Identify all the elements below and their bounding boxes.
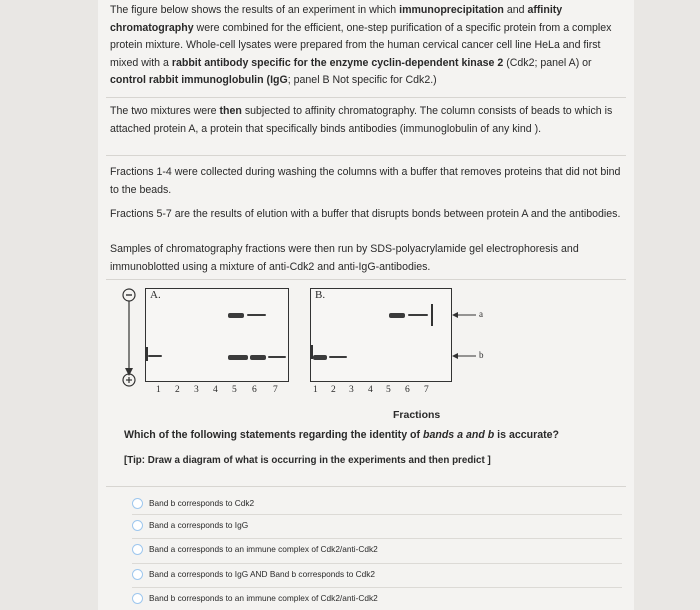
gel-panel-a — [145, 288, 289, 382]
gel-figure — [120, 284, 500, 424]
lane-number: 7 — [424, 385, 429, 395]
lane-number: 6 — [252, 385, 257, 395]
option-divider — [132, 538, 622, 539]
divider — [106, 486, 626, 487]
panel-a-lane1-mark — [148, 355, 162, 357]
answer-option-3[interactable] — [132, 538, 622, 560]
radio-button[interactable] — [132, 569, 143, 580]
panel-b-side-tick — [311, 345, 313, 359]
lane-number: 1 — [156, 385, 161, 395]
option-label: Band a corresponds to IgG — [149, 520, 249, 530]
panel-a-band-a-lane5 — [228, 313, 244, 318]
divider — [106, 97, 626, 98]
text-span: Which of the following statements regarding the identity of — [124, 429, 423, 441]
answer-option-5[interactable] — [132, 587, 622, 609]
fractions-axis-label: Fractions — [393, 409, 441, 421]
band-pointer-arrows — [450, 304, 500, 384]
option-divider — [132, 563, 622, 564]
chromatography-paragraph — [110, 103, 622, 138]
question-emphasis: bands a and b — [422, 429, 495, 441]
panel-a-band-b-lane7 — [268, 356, 286, 358]
lane-number: 4 — [213, 385, 218, 395]
divider — [106, 279, 626, 280]
panel-a-label: A. — [150, 289, 161, 301]
bold-term-then: then — [219, 105, 242, 117]
fractions-wash-paragraph: Fractions 1-4 were collected during washing the columns with a buffer that removes proteins that did not bind to the beads. — [110, 166, 621, 196]
text-span: (Cdk2; panel A) or — [503, 56, 592, 69]
answer-option-1[interactable] — [132, 492, 622, 514]
text-span: subjected to affinity chromatography. The column consists of beads to which is attached protein A, a protein that specifically binds antibodies (immunoglobulin of any kind ). — [110, 105, 613, 135]
text-span: is accurate? — [494, 429, 559, 441]
text-span: The figure below shows the results of an experiment in which — [110, 4, 400, 16]
sds-page-paragraph: Samples of chromatography fractions were then run by SDS-polyacrylamide gel electrophoresis and immunoblotted using a mixture of anti-Cdk2 and anti-IgG-antibodies. — [110, 243, 579, 273]
band-a-label: a — [479, 309, 483, 319]
lane-number: 2 — [175, 385, 180, 395]
bold-term-rabbit-antibody: rabbit antibody specific for the enzyme cyclin-dependent kinase 2 — [171, 56, 504, 69]
lane-number: 2 — [331, 385, 336, 395]
panel-b-band-a-lane5 — [389, 313, 405, 318]
answer-option-2[interactable] — [132, 514, 622, 536]
question-page — [98, 0, 634, 610]
panel-a-band-b-lane5 — [228, 355, 248, 360]
panel-a-side-tick — [146, 347, 148, 361]
radio-button[interactable] — [132, 498, 143, 509]
answer-option-4[interactable] — [132, 563, 622, 585]
question-text — [124, 429, 559, 441]
panel-b-label: B. — [315, 289, 326, 301]
lane-number: 5 — [232, 385, 237, 395]
radio-button[interactable] — [132, 544, 143, 555]
text-span: The two mixtures were — [110, 105, 220, 117]
text-span: were combined for the efficient, one-step purification of a specific protein from a complex protein mixture. Whole-cell lysates were prepared from the human cervical cancer cell line HeLa and first mixed with a — [110, 21, 612, 69]
bold-term-affinity-chromatography: affinity chromatography — [110, 4, 563, 34]
option-label: Band a corresponds to IgG AND Band b corresponds to Cdk2 — [149, 569, 375, 579]
lane-number: 5 — [386, 385, 391, 395]
option-divider — [132, 587, 622, 588]
bold-term-immunoprecipitation: immunoprecipitation — [399, 4, 504, 16]
option-label: Band b corresponds to an immune complex of Cdk2/anti-Cdk2 — [149, 593, 378, 603]
bold-term-control-igg: control rabbit immunoglobulin (IgG — [110, 74, 288, 86]
lane-number: 6 — [405, 385, 410, 395]
panel-b-band-b-lane1 — [313, 355, 327, 360]
panel-a-band-a-lane6 — [247, 314, 266, 316]
lane-number: 4 — [368, 385, 373, 395]
intro-paragraph — [110, 2, 622, 90]
lane-number: 1 — [313, 385, 318, 395]
option-label: Band b corresponds to Cdk2 — [149, 498, 255, 508]
lane-number: 3 — [349, 385, 354, 395]
option-divider — [132, 514, 622, 515]
lane-number: 7 — [273, 385, 278, 395]
radio-button[interactable] — [132, 593, 143, 604]
radio-button[interactable] — [132, 520, 143, 531]
panel-b-band-a-lane6 — [408, 314, 428, 316]
panel-b-band-b-lane2 — [329, 356, 347, 358]
tip-text: [Tip: Draw a diagram of what is occurring in the experiments and then predict ] — [124, 455, 491, 466]
divider — [106, 155, 626, 156]
fractions-elution-paragraph: Fractions 5-7 are the results of elution with a buffer that disrupts bonds between protein A and the antibodies. — [110, 208, 621, 220]
panel-a-band-b-lane6 — [250, 355, 266, 360]
lane-number: 3 — [194, 385, 199, 395]
gel-panel-b — [310, 288, 452, 382]
band-b-label: b — [479, 350, 484, 360]
text-span: ; panel B Not specific for Cdk2.) — [287, 74, 437, 86]
text-span: and — [503, 4, 528, 16]
panel-b-right-edge — [431, 304, 433, 326]
option-label: Band a corresponds to an immune complex of Cdk2/anti-Cdk2 — [149, 544, 378, 554]
